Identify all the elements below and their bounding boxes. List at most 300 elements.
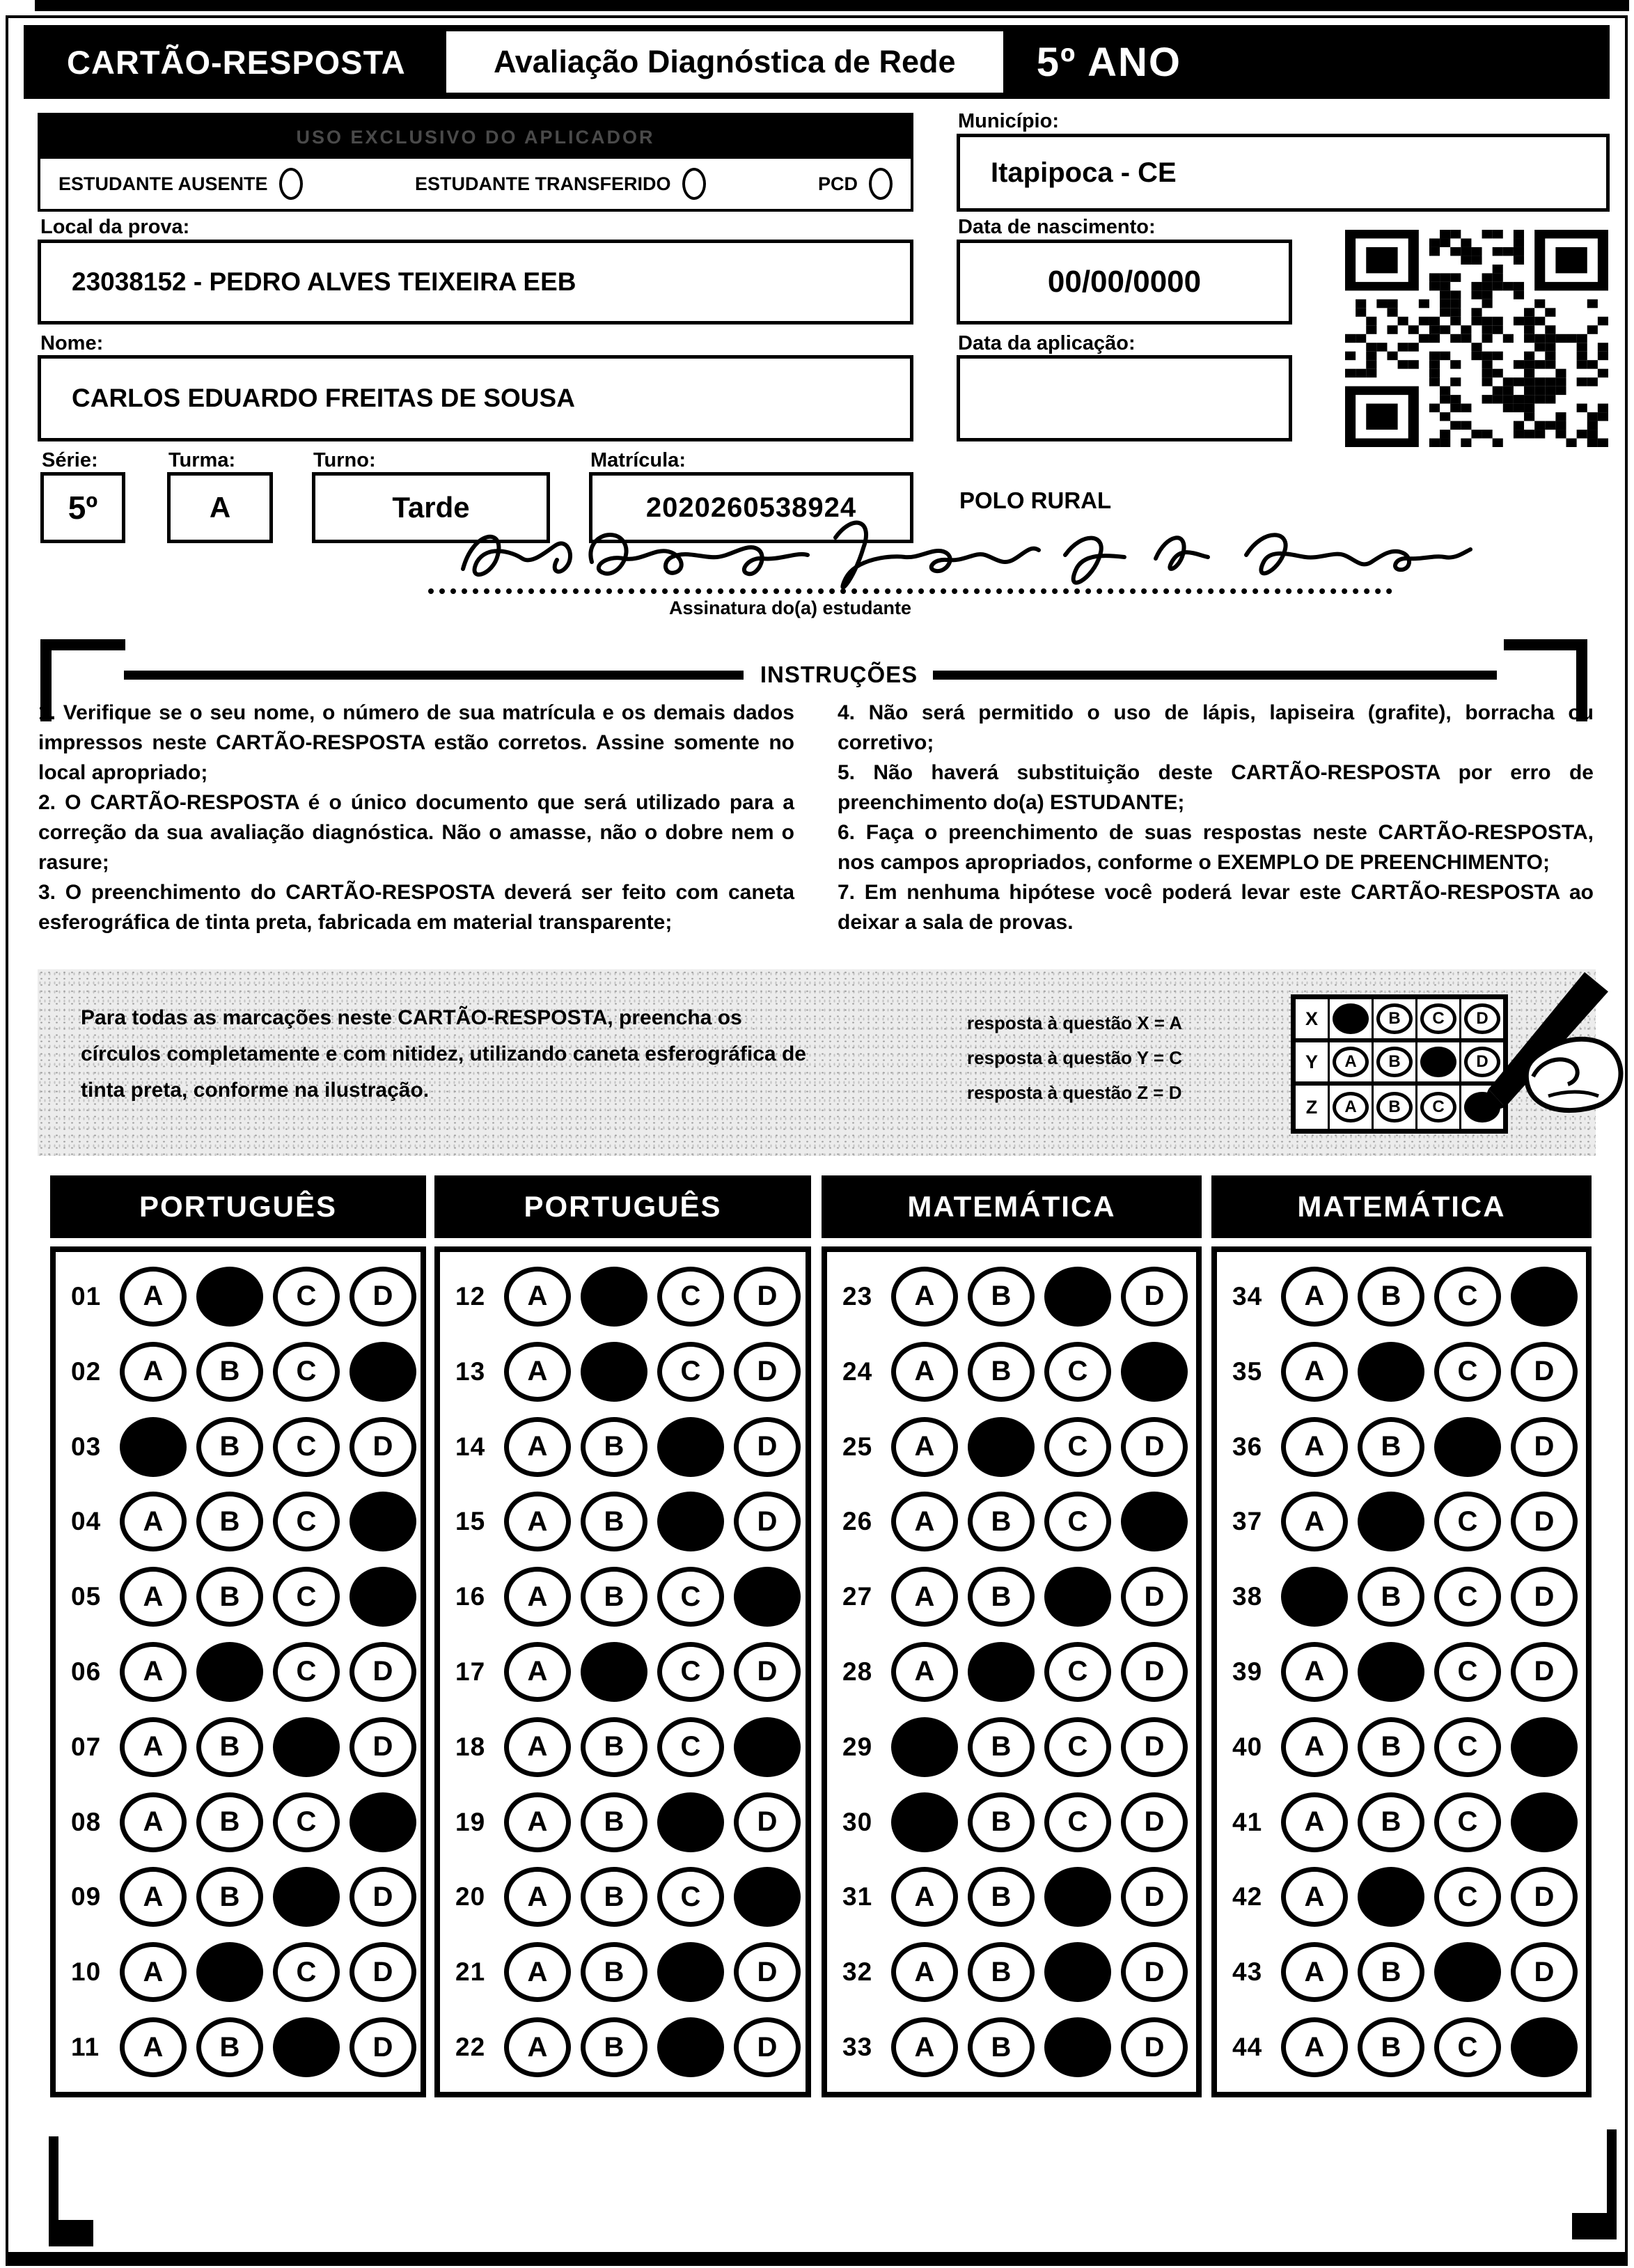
answer-bubble-15-b[interactable]: B — [581, 1492, 647, 1551]
answer-bubble-37-d[interactable]: D — [1511, 1492, 1578, 1551]
question-number: 07 — [71, 1732, 102, 1761]
example-row-label: Z — [1305, 1096, 1318, 1118]
answer-bubble-08-a[interactable]: A — [120, 1792, 187, 1852]
answer-bubble-01-d[interactable]: D — [349, 1267, 416, 1327]
bubble-group — [891, 2017, 1188, 2077]
question-number: 30 — [842, 1807, 873, 1836]
question-number: 41 — [1232, 1807, 1263, 1836]
answer-bubble-14-a[interactable]: A — [504, 1417, 571, 1477]
answer-bubble-26-d[interactable] — [1121, 1492, 1188, 1551]
section-box-4 — [1211, 1246, 1592, 2097]
example-cell — [1372, 1042, 1415, 1081]
answer-bubble-32-d[interactable]: D — [1121, 1942, 1188, 2002]
answer-bubble-43-c[interactable] — [1434, 1942, 1501, 2002]
answer-bubble-42-b[interactable] — [1358, 1867, 1424, 1927]
answer-bubble-27-c[interactable] — [1044, 1567, 1111, 1627]
question-number: 25 — [842, 1432, 873, 1461]
instruction-item: 3. O preenchimento do CARTÃO-RESPOSTA deverá ser feito com caneta esferográfica de tinta preta, fabricada em material transparente; — [38, 881, 794, 934]
answer-bubble-22-d[interactable]: D — [734, 2017, 801, 2077]
answer-bubble-09-d[interactable]: D — [349, 1867, 416, 1927]
example-bubble-x-b[interactable]: B — [1376, 1003, 1413, 1034]
answer-bubble-33-d[interactable]: D — [1121, 2017, 1188, 2077]
answer-bubble-07-c[interactable] — [273, 1717, 340, 1777]
question-number: 12 — [455, 1281, 486, 1311]
answer-bubble-28-a[interactable]: A — [891, 1642, 958, 1702]
answer-bubble-27-a[interactable]: A — [891, 1567, 958, 1627]
question-number: 36 — [1232, 1432, 1263, 1461]
pcd-mark-circle[interactable] — [869, 168, 893, 200]
answer-row — [1217, 2017, 1586, 2077]
bubble-group — [891, 1792, 1188, 1852]
answer-bubble-08-c[interactable]: C — [273, 1792, 340, 1852]
answer-bubble-06-b[interactable] — [196, 1642, 263, 1702]
example-bubble-x-a[interactable] — [1333, 1003, 1369, 1034]
answer-bubble-42-c[interactable]: C — [1434, 1867, 1501, 1927]
estudante-ausente-mark-circle[interactable] — [279, 168, 303, 200]
answer-bubble-19-b[interactable]: B — [581, 1792, 647, 1852]
bubble-group — [1281, 1492, 1578, 1551]
answer-bubble-12-c[interactable]: C — [657, 1267, 724, 1327]
bubble-group — [120, 1942, 416, 2002]
answer-bubble-34-d[interactable] — [1511, 1267, 1578, 1327]
answer-bubble-28-c[interactable]: C — [1044, 1642, 1111, 1702]
example-bubble-z-c[interactable]: C — [1420, 1092, 1456, 1123]
answer-bubble-29-d[interactable]: D — [1121, 1717, 1188, 1777]
answer-row — [1217, 1492, 1586, 1551]
application-date-box[interactable] — [957, 355, 1292, 441]
question-number: 42 — [1232, 1882, 1263, 1911]
answer-bubble-05-a[interactable]: A — [120, 1567, 187, 1627]
answer-bubble-04-c[interactable]: C — [273, 1492, 340, 1551]
answer-bubble-25-b[interactable] — [968, 1417, 1035, 1477]
answer-bubble-35-c[interactable]: C — [1434, 1342, 1501, 1402]
answer-row — [1217, 1567, 1586, 1627]
answer-row — [1217, 1867, 1586, 1927]
answer-bubble-41-b[interactable]: B — [1358, 1792, 1424, 1852]
answer-bubble-18-b[interactable]: B — [581, 1717, 647, 1777]
answer-bubble-21-a[interactable]: A — [504, 1942, 571, 2002]
answer-bubble-03-b[interactable]: B — [196, 1417, 263, 1477]
answer-bubble-20-a[interactable]: A — [504, 1867, 571, 1927]
example-bubble-z-a[interactable]: A — [1333, 1092, 1369, 1123]
answer-bubble-21-b[interactable]: B — [581, 1942, 647, 2002]
bubble-group — [891, 1942, 1188, 2002]
answer-bubble-23-a[interactable]: A — [891, 1267, 958, 1327]
answer-bubble-25-d[interactable]: D — [1121, 1417, 1188, 1477]
section-title-3: MATEMÁTICA — [822, 1175, 1202, 1238]
answer-bubble-15-a[interactable]: A — [504, 1492, 571, 1551]
answer-bubble-29-c[interactable]: C — [1044, 1717, 1111, 1777]
answer-bubble-02-b[interactable]: B — [196, 1342, 263, 1402]
answer-bubble-10-b[interactable] — [196, 1942, 263, 2002]
applicator-option-label: ESTUDANTE TRANSFERIDO — [415, 173, 671, 194]
answer-bubble-22-b[interactable]: B — [581, 2017, 647, 2077]
answer-bubble-06-d[interactable]: D — [349, 1642, 416, 1702]
answer-bubble-30-c[interactable]: C — [1044, 1792, 1111, 1852]
answer-bubble-38-c[interactable]: C — [1434, 1567, 1501, 1627]
answer-bubble-18-c[interactable]: C — [657, 1717, 724, 1777]
answer-row — [440, 1342, 806, 1402]
answer-bubble-19-a[interactable]: A — [504, 1792, 571, 1852]
fill-example-legend — [967, 1006, 1182, 1110]
question-number: 40 — [1232, 1732, 1263, 1761]
answer-bubble-39-d[interactable]: D — [1511, 1642, 1578, 1702]
matricula-value: 2020260538924 — [645, 492, 857, 523]
bubble-group — [120, 2017, 416, 2077]
municipio-value: Itapipoca - CE — [991, 157, 1177, 188]
birthdate-label: Data de nascimento: — [958, 216, 1156, 238]
turno-value: Tarde — [392, 491, 470, 524]
answer-bubble-35-a[interactable]: A — [1281, 1342, 1348, 1402]
answer-bubble-29-a[interactable] — [891, 1717, 958, 1777]
answer-bubble-40-b[interactable]: B — [1358, 1717, 1424, 1777]
answer-bubble-01-a[interactable]: A — [120, 1267, 187, 1327]
answer-bubble-23-c[interactable] — [1044, 1267, 1111, 1327]
answer-bubble-07-a[interactable]: A — [120, 1717, 187, 1777]
answer-bubble-40-d[interactable] — [1511, 1717, 1578, 1777]
question-number: 13 — [455, 1356, 486, 1386]
answer-bubble-33-b[interactable]: B — [968, 2017, 1035, 2077]
applicator-option-pcd — [818, 168, 893, 200]
answer-bubble-32-b[interactable]: B — [968, 1942, 1035, 2002]
question-number: 08 — [71, 1807, 102, 1836]
question-number: 26 — [842, 1507, 873, 1536]
answer-row — [1217, 1792, 1586, 1852]
answer-bubble-13-d[interactable]: D — [734, 1342, 801, 1402]
answer-bubble-10-d[interactable]: D — [349, 1942, 416, 2002]
answer-bubble-10-c[interactable]: C — [273, 1942, 340, 2002]
bubble-group — [1281, 1792, 1578, 1852]
applicator-option-label: ESTUDANTE AUSENTE — [58, 173, 268, 194]
answer-bubble-43-d[interactable]: D — [1511, 1942, 1578, 2002]
answer-bubble-13-c[interactable]: C — [657, 1342, 724, 1402]
answer-bubble-24-a[interactable]: A — [891, 1342, 958, 1402]
answer-bubble-24-d[interactable] — [1121, 1342, 1188, 1402]
answer-row — [56, 1942, 421, 2002]
answer-bubble-30-d[interactable]: D — [1121, 1792, 1188, 1852]
bubble-group — [120, 1567, 416, 1627]
answer-bubble-07-b[interactable]: B — [196, 1717, 263, 1777]
bubble-group — [504, 1267, 801, 1327]
answer-row — [440, 1867, 806, 1927]
answer-bubble-13-a[interactable]: A — [504, 1342, 571, 1402]
answer-bubble-31-b[interactable]: B — [968, 1867, 1035, 1927]
answer-bubble-18-d[interactable] — [734, 1717, 801, 1777]
answer-bubble-22-a[interactable]: A — [504, 2017, 571, 2077]
question-number: 32 — [842, 1957, 873, 1987]
answer-row — [1217, 1342, 1586, 1402]
answer-bubble-06-c[interactable]: C — [273, 1642, 340, 1702]
question-number: 18 — [455, 1732, 486, 1761]
answer-bubble-02-d[interactable] — [349, 1342, 416, 1402]
answer-bubble-05-b[interactable]: B — [196, 1567, 263, 1627]
answer-bubble-16-c[interactable]: C — [657, 1567, 724, 1627]
question-number: 37 — [1232, 1507, 1263, 1536]
bubble-group — [1281, 1717, 1578, 1777]
answer-bubble-33-a[interactable]: A — [891, 2017, 958, 2077]
answer-bubble-12-a[interactable]: A — [504, 1267, 571, 1327]
answer-row — [1217, 1267, 1586, 1327]
qr-code — [1345, 230, 1608, 447]
example-cell — [1328, 1086, 1372, 1129]
answer-bubble-40-a[interactable]: A — [1281, 1717, 1348, 1777]
answer-bubble-19-d[interactable]: D — [734, 1792, 801, 1852]
answer-row — [1217, 1642, 1586, 1702]
answer-bubble-30-a[interactable] — [891, 1792, 958, 1852]
birthdate-box — [957, 240, 1292, 324]
answer-bubble-22-c[interactable] — [657, 2017, 724, 2077]
answer-bubble-12-d[interactable]: D — [734, 1267, 801, 1327]
answer-bubble-24-b[interactable]: B — [968, 1342, 1035, 1402]
section-box-1 — [50, 1246, 426, 2097]
instruction-item: 6. Faça o preenchimento de suas respostas neste CARTÃO-RESPOSTA, nos campos apropriados, conforme o EXEMPLO DE PREENCHIMENTO; — [838, 821, 1594, 874]
answer-bubble-03-a[interactable] — [120, 1417, 187, 1477]
section-box-3 — [822, 1246, 1202, 2097]
answer-bubble-35-d[interactable]: D — [1511, 1342, 1578, 1402]
bubble-group — [120, 1717, 416, 1777]
answer-bubble-30-b[interactable]: B — [968, 1792, 1035, 1852]
answer-bubble-18-a[interactable]: A — [504, 1717, 571, 1777]
answer-bubble-19-c[interactable] — [657, 1792, 724, 1852]
answer-bubble-32-c[interactable] — [1044, 1942, 1111, 2002]
answer-bubble-13-b[interactable] — [581, 1342, 647, 1402]
answer-bubble-37-c[interactable]: C — [1434, 1492, 1501, 1551]
answer-bubble-16-b[interactable]: B — [581, 1567, 647, 1627]
answer-bubble-38-d[interactable]: D — [1511, 1567, 1578, 1627]
answer-bubble-23-d[interactable]: D — [1121, 1267, 1188, 1327]
section-title-1: PORTUGUÊS — [50, 1175, 426, 1238]
answer-bubble-09-c[interactable] — [273, 1867, 340, 1927]
answer-bubble-02-c[interactable]: C — [273, 1342, 340, 1402]
answer-bubble-16-d[interactable] — [734, 1567, 801, 1627]
answer-bubble-17-a[interactable]: A — [504, 1642, 571, 1702]
answer-bubble-43-a[interactable]: A — [1281, 1942, 1348, 2002]
answer-bubble-09-b[interactable]: B — [196, 1867, 263, 1927]
question-number: 22 — [455, 2033, 486, 2062]
example-row-label: X — [1305, 1008, 1318, 1029]
answer-bubble-26-c[interactable]: C — [1044, 1492, 1111, 1551]
local-label: Local da prova: — [40, 216, 190, 238]
answer-bubble-03-d[interactable]: D — [349, 1417, 416, 1477]
answer-bubble-01-c[interactable]: C — [273, 1267, 340, 1327]
bubble-group — [120, 1642, 416, 1702]
answer-bubble-36-b[interactable]: B — [1358, 1417, 1424, 1477]
answer-row — [56, 1642, 421, 1702]
answer-row — [827, 1792, 1196, 1852]
answer-bubble-15-d[interactable]: D — [734, 1492, 801, 1551]
answer-bubble-21-c[interactable] — [657, 1942, 724, 2002]
answer-bubble-04-b[interactable]: B — [196, 1492, 263, 1551]
answer-row — [827, 1717, 1196, 1777]
instructions-column-right — [838, 698, 1594, 937]
applicator-box — [38, 113, 913, 212]
answer-bubble-39-c[interactable]: C — [1434, 1642, 1501, 1702]
question-number: 39 — [1232, 1657, 1263, 1686]
answer-bubble-39-a[interactable]: A — [1281, 1642, 1348, 1702]
bubble-group — [504, 1942, 801, 2002]
answer-bubble-04-d[interactable] — [349, 1492, 416, 1551]
answer-row — [827, 1267, 1196, 1327]
answer-bubble-28-b[interactable] — [968, 1642, 1035, 1702]
bubble-group — [120, 1792, 416, 1852]
example-cell — [1328, 1042, 1372, 1081]
turma-value: A — [209, 491, 231, 524]
answer-row — [440, 1567, 806, 1627]
answer-bubble-44-a[interactable]: A — [1281, 2017, 1348, 2077]
bubble-group — [504, 1492, 801, 1551]
bubble-group — [891, 1342, 1188, 1402]
answer-bubble-41-a[interactable]: A — [1281, 1792, 1348, 1852]
question-number: 03 — [71, 1432, 102, 1461]
answer-bubble-35-b[interactable] — [1358, 1342, 1424, 1402]
answer-bubble-42-a[interactable]: A — [1281, 1867, 1348, 1927]
example-cell — [1372, 999, 1415, 1038]
answer-bubble-28-d[interactable]: D — [1121, 1642, 1188, 1702]
answer-bubble-44-d[interactable] — [1511, 2017, 1578, 2077]
question-number: 14 — [455, 1432, 486, 1461]
answer-bubble-27-d[interactable]: D — [1121, 1567, 1188, 1627]
answer-bubble-31-a[interactable]: A — [891, 1867, 958, 1927]
answer-bubble-27-b[interactable]: B — [968, 1567, 1035, 1627]
answer-bubble-01-b[interactable] — [196, 1267, 263, 1327]
answer-row — [827, 1942, 1196, 2002]
answer-bubble-41-c[interactable]: C — [1434, 1792, 1501, 1852]
name-label: Nome: — [40, 332, 104, 354]
answer-bubble-11-d[interactable]: D — [349, 2017, 416, 2077]
answer-bubble-26-a[interactable]: A — [891, 1492, 958, 1551]
answer-bubble-34-c[interactable]: C — [1434, 1267, 1501, 1327]
answer-bubble-05-c[interactable]: C — [273, 1567, 340, 1627]
answer-bubble-43-b[interactable]: B — [1358, 1942, 1424, 2002]
answer-bubble-44-b[interactable]: B — [1358, 2017, 1424, 2077]
answer-row — [440, 1492, 806, 1551]
answer-bubble-17-b[interactable] — [581, 1642, 647, 1702]
answer-bubble-15-c[interactable] — [657, 1492, 724, 1551]
answer-bubble-44-c[interactable]: C — [1434, 2017, 1501, 2077]
example-bubble-x-c[interactable]: C — [1420, 1003, 1456, 1034]
answer-bubble-42-d[interactable]: D — [1511, 1867, 1578, 1927]
answer-bubble-03-c[interactable]: C — [273, 1417, 340, 1477]
bubble-group — [504, 1342, 801, 1402]
question-number: 20 — [455, 1882, 486, 1911]
answer-bubble-07-d[interactable]: D — [349, 1717, 416, 1777]
answer-bubble-24-c[interactable]: C — [1044, 1342, 1111, 1402]
example-bubble-z-b[interactable]: B — [1376, 1092, 1413, 1123]
answer-bubble-17-c[interactable]: C — [657, 1642, 724, 1702]
answer-bubble-17-d[interactable]: D — [734, 1642, 801, 1702]
grade-label: 5º ANO — [1036, 39, 1182, 85]
answer-bubble-20-c[interactable]: C — [657, 1867, 724, 1927]
answer-bubble-14-b[interactable]: B — [581, 1417, 647, 1477]
answer-bubble-11-a[interactable]: A — [120, 2017, 187, 2077]
bubble-group — [891, 1717, 1188, 1777]
answer-bubble-25-c[interactable]: C — [1044, 1417, 1111, 1477]
answer-bubble-09-a[interactable]: A — [120, 1867, 187, 1927]
question-number: 04 — [71, 1507, 102, 1536]
answer-row — [827, 1342, 1196, 1402]
example-bubble-y-a[interactable]: A — [1333, 1047, 1369, 1077]
answer-bubble-40-c[interactable]: C — [1434, 1717, 1501, 1777]
answer-bubble-32-a[interactable]: A — [891, 1942, 958, 2002]
instruction-item: 4. Não será permitido o uso de lápis, lapiseira (grafite), borracha ou corretivo; — [838, 701, 1594, 754]
estudante-transferido-mark-circle[interactable] — [682, 168, 706, 200]
answer-bubble-36-a[interactable]: A — [1281, 1417, 1348, 1477]
answer-bubble-36-c[interactable] — [1434, 1417, 1501, 1477]
answer-bubble-14-c[interactable] — [657, 1417, 724, 1477]
example-row-label: Y — [1305, 1051, 1318, 1072]
bubble-group — [891, 1567, 1188, 1627]
bubble-group — [504, 1642, 801, 1702]
name-box — [38, 355, 913, 441]
answer-bubble-36-d[interactable]: D — [1511, 1417, 1578, 1477]
local-box — [38, 240, 913, 324]
answer-bubble-05-d[interactable] — [349, 1567, 416, 1627]
student-signature-handwriting — [446, 517, 1546, 600]
answer-bubble-20-d[interactable] — [734, 1867, 801, 1927]
question-number: 27 — [842, 1582, 873, 1611]
question-number: 44 — [1232, 2033, 1263, 2062]
answer-bubble-06-a[interactable]: A — [120, 1642, 187, 1702]
answer-bubble-20-b[interactable]: B — [581, 1867, 647, 1927]
answer-bubble-29-b[interactable]: B — [968, 1717, 1035, 1777]
answer-bubble-34-a[interactable]: A — [1281, 1267, 1348, 1327]
answer-bubble-34-b[interactable]: B — [1358, 1267, 1424, 1327]
bubble-group — [120, 1417, 416, 1477]
answer-bubble-14-d[interactable]: D — [734, 1417, 801, 1477]
answer-row — [440, 1942, 806, 2002]
answer-bubble-04-a[interactable]: A — [120, 1492, 187, 1551]
answer-bubble-38-a[interactable] — [1281, 1567, 1348, 1627]
answer-bubble-10-a[interactable]: A — [120, 1942, 187, 2002]
bubble-group — [1281, 2017, 1578, 2077]
answer-bubble-16-a[interactable]: A — [504, 1567, 571, 1627]
question-number: 09 — [71, 1882, 102, 1911]
answer-bubble-39-b[interactable] — [1358, 1642, 1424, 1702]
answer-bubble-37-b[interactable] — [1358, 1492, 1424, 1551]
corner-mark-bottom-right — [1554, 2129, 1617, 2239]
answer-bubble-38-b[interactable]: B — [1358, 1567, 1424, 1627]
answer-row — [440, 1642, 806, 1702]
applicator-bar-label: USO EXCLUSIVO DO APLICADOR — [40, 116, 911, 159]
bubble-group — [504, 1417, 801, 1477]
answer-bubble-08-b[interactable]: B — [196, 1792, 263, 1852]
answer-bubble-21-d[interactable]: D — [734, 1942, 801, 2002]
answer-bubble-33-c[interactable] — [1044, 2017, 1111, 2077]
example-bubble-x-d[interactable]: D — [1464, 1003, 1500, 1034]
answer-row — [56, 1417, 421, 1477]
answer-bubble-08-d[interactable] — [349, 1792, 416, 1852]
answer-bubble-11-c[interactable] — [273, 2017, 340, 2077]
bubble-group — [891, 1492, 1188, 1551]
answer-bubble-37-a[interactable]: A — [1281, 1492, 1348, 1551]
instructions-rule-right — [933, 671, 1497, 680]
example-legend-line: resposta à questão X = A — [967, 1012, 1182, 1033]
question-number: 43 — [1232, 1957, 1263, 1987]
answer-bubble-12-b[interactable] — [581, 1267, 647, 1327]
signature-line[interactable] — [428, 588, 1392, 594]
answer-bubble-25-a[interactable]: A — [891, 1417, 958, 1477]
answer-bubble-31-c[interactable] — [1044, 1867, 1111, 1927]
answer-bubble-26-b[interactable]: B — [968, 1492, 1035, 1551]
example-bubble-y-b[interactable]: B — [1376, 1047, 1413, 1077]
applicator-option-estudante-ausente — [58, 168, 303, 200]
answer-bubble-41-d[interactable] — [1511, 1792, 1578, 1852]
answer-bubble-31-d[interactable]: D — [1121, 1867, 1188, 1927]
answer-bubble-23-b[interactable]: B — [968, 1267, 1035, 1327]
answer-bubble-11-b[interactable]: B — [196, 2017, 263, 2077]
answer-bubble-02-a[interactable]: A — [120, 1342, 187, 1402]
example-bubble-y-d[interactable]: D — [1464, 1047, 1500, 1077]
